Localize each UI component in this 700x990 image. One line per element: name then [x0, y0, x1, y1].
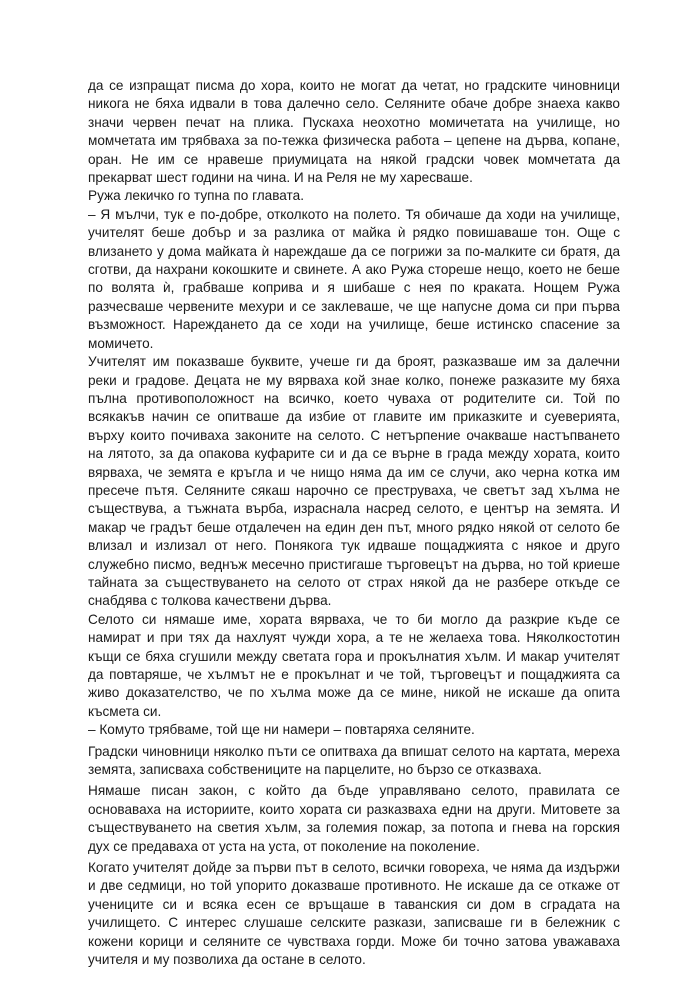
paragraph-2: Ружа лекичко го тупна по главата.	[88, 188, 304, 204]
paragraph-1: да се изпращат писма до хора, които не могат да четат, но градските чиновници никога не бяха идвали в това далечно село. Селяните обаче добре знаеха какво значи червен печат на плика. Пускаха неохотно момичетата на училище, но момчетата им трябваха за по-тежка физическа работа – цепене на дърва, копане, оран. Не им се нравеше приумицата на някой градски човек момчетата да прекарват шест години на чина. И на Реля не му харесваше.	[88, 78, 620, 186]
paragraph-9: Когато учителят дойде за първи път в селото, всички говореха, че няма да издържи и две седмици, но той упорито доказваше противното. Не искаше да се откаже от учениците си и всяка есен се връщаше в таванския си дом в сградата на училището. С интерес слушаше селските разкази, записваше ги в бележник с кожени корици и селяните се чувстваха горди. Може би точно затова уважаваха учителя и му позволиха да остане в селото.	[88, 860, 620, 968]
paragraph-3: – Я мълчи, тук е по-добре, отколкото на полето. Тя обичаше да ходи на училище, учителят беше добър и за разлика от майка ѝ рядко повишаваше тон. Още с влизането у дома майката ѝ нареждаше да се погрижи за по-малките си братя, да сготви, да нахрани кокошките и свинете. А ако Ружа стореше нещо, което не беше по волята ѝ, грабваше коприва и я шибаше с нея по краката. Нощем Ружа разчесваше червените мехури и се заклеваше, че ще напусне дома си при първа възможност. Нареждането да се ходи на училище, беше истинско спасение за момичето.	[88, 206, 620, 351]
paragraph-8: Нямаше писан закон, с който да бъде управлявано селото, правилата се основаваха на историите, които хората си разказваха едни на други. Митовете за съществуването на светия хълм, за големия пожар, за потопа и гнева на горския дух се предаваха от уста на уста, от поколение на поколение.	[88, 783, 620, 854]
document-page	[88, 77, 620, 970]
paragraph-5: Селото си нямаше име, хората вярваха, че то би могло да разкрие къде се намират и при тях да нахлуят чужди хора, а те не желаеха това. Няколкостотин къщи се бяха сгушили между светата гора и прокълнатия хълм. И макар учителят да повтаряше, че хълмът не е прокълнат и че той, търговецът и пощаджията са живо доказателство, че по хълма може да се мине, никой не искаше да опита късмета си.	[88, 611, 620, 719]
paragraph-6: – Комуто трябваме, той ще ни намери – повтаряха селяните.	[88, 722, 475, 738]
paragraph-4: Учителят им показваше буквите, учеше ги да броят, разказваше им за далечни реки и градове. Децата не му вярваха кой знае колко, понеже разказите му бяха пълна противоположност на всичко, което чуваха от родителите си. Той по всякакъв начин се опитваше да избие от главите им приказките и суеверията, върху които почиваха законите на селото. С нетърпение очакваше настъпването на лятото, за да опакова куфарите си и да се върне в града между хората, които вярваха, че земята е кръгла и че нищо няма да им се случи, ако черна котка им пресече пътя. Селяните сякаш нарочно се преструваха, че светът зад хълма не съществува, а тъжната върба, израснала насред селото, е център на земята. И макар че градът беше отдалечен на един ден път, много рядко някой от селото бе влизал и излизал от него. Понякога тук идваше пощаджията с някое и друго служебно писмо, веднъж месечно пристигаше търговецът на дърва, но той криеше тайната за съществуването на селото от страх някой да не разбере откъде се снабдява с толкова качествени дърва.	[88, 354, 620, 609]
paragraph-7: Градски чиновници няколко пъти се опитваха да впишат селото на картата, мереха земята, записваха собствениците на парцелите, но бързо се отказваха.	[88, 743, 620, 778]
